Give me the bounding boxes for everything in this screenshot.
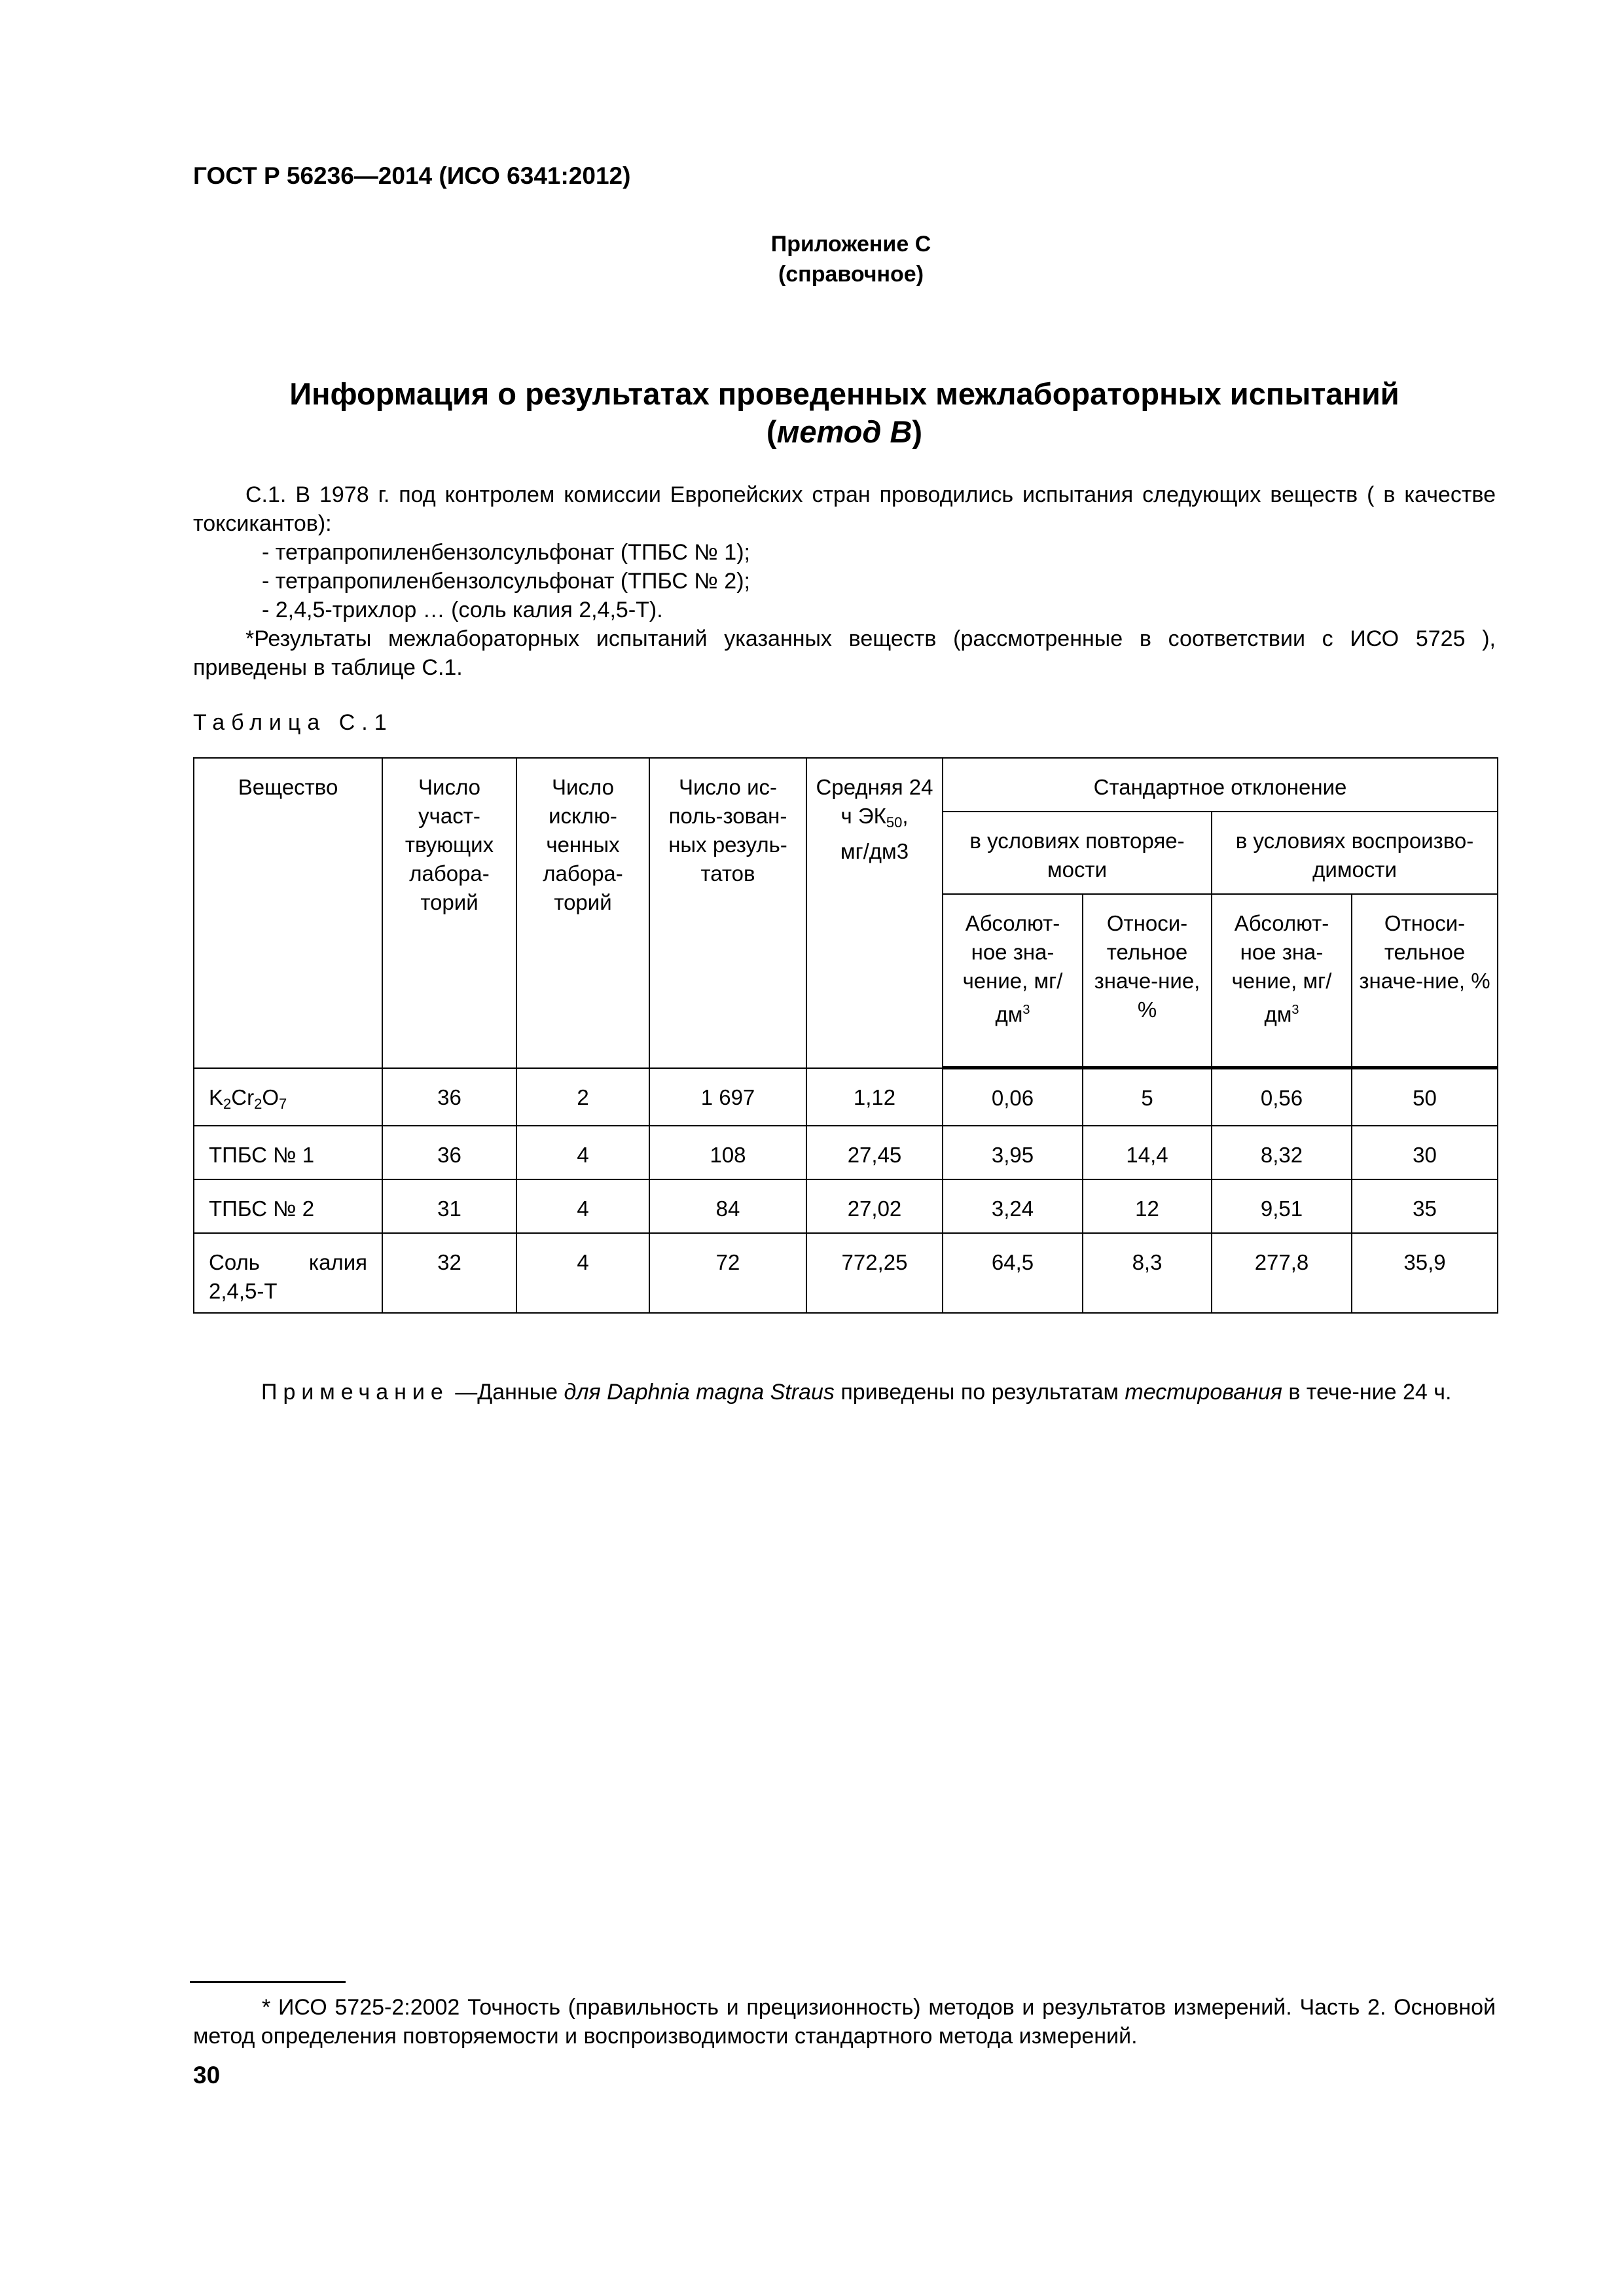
header-excluded: Число исклю-ченных лабора-торий <box>516 758 649 1068</box>
cell-substance: Соль калия 2,4,5-Т <box>194 1233 382 1313</box>
footnote-marker: * <box>245 626 255 651</box>
note-label: Примечание <box>261 1380 449 1405</box>
cell-repro-rel: 50 <box>1352 1068 1498 1126</box>
cell-rep-rel: 14,4 <box>1083 1126 1212 1179</box>
results-table <box>193 757 1498 1314</box>
cell-repro-abs: 0,56 <box>1212 1068 1352 1126</box>
appendix-label: Приложение С <box>770 232 931 257</box>
header-mean: Средняя 24 ч $ЭК_{50}$, мг/дм3 <box>806 758 943 1068</box>
cell-rep-abs: 0,06 <box>943 1068 1083 1126</box>
cell-mean: 27,02 <box>806 1179 943 1233</box>
table-caption: Таблица С.1 <box>193 710 393 735</box>
cell-excluded: 4 <box>516 1233 649 1313</box>
header-participating: Число участ-твующих лабора-торий <box>382 758 516 1068</box>
title-line1: Информация о результатах проведенных межлабораторных испытаний <box>289 376 1399 411</box>
cell-repro-abs: 277,8 <box>1212 1233 1352 1313</box>
table-note: Примечание —Данные для Daphnia magna Straus приведены по результатам тестирования в тече-ние 24 ч. <box>261 1380 1452 1405</box>
cell-excluded: 4 <box>516 1126 649 1179</box>
header-used-results: Число ис-поль-зован-ных резуль-татов <box>649 758 806 1068</box>
cell-participating: 31 <box>382 1179 516 1233</box>
list-item: - тетрапропиленбензолсульфонат (ТПБС № 1); <box>262 540 750 565</box>
header-repeatability: в условиях повторяе-мости <box>943 812 1212 894</box>
cell-repro-abs: 8,32 <box>1212 1126 1352 1179</box>
table-row <box>194 1068 1498 1126</box>
cell-repro-rel: 35 <box>1352 1179 1498 1233</box>
cell-rep-rel: 12 <box>1083 1179 1212 1233</box>
appendix-heading <box>0 229 1624 289</box>
page-number: 30 <box>193 2062 221 2089</box>
cell-used: 72 <box>649 1233 806 1313</box>
cell-substance: $K_2Cr_2O_7$ <box>194 1068 382 1126</box>
table-row <box>194 1126 1498 1179</box>
cell-mean: 1,12 <box>806 1068 943 1126</box>
cell-repro-rel: 30 <box>1352 1126 1498 1179</box>
intro-paragraph: С.1. В 1978 г. под контролем комиссии Европейских стран проводились испытания следующих веществ ( в качестве токсикантов): <box>193 482 1496 536</box>
cell-participating: 32 <box>382 1233 516 1313</box>
header-repro-abs: Абсолют-ное зна-чение, $мг/дм^3$ <box>1212 894 1352 1068</box>
title-method: метод В <box>776 414 912 449</box>
cell-rep-abs: 3,24 <box>943 1179 1083 1233</box>
cell-used: 108 <box>649 1126 806 1179</box>
header-substance: Вещество <box>194 758 382 1068</box>
cell-mean: 772,25 <box>806 1233 943 1313</box>
document-header: ГОСТ Р 56236—2014 (ИСО 6341:2012) <box>193 162 631 189</box>
cell-used: 1 697 <box>649 1068 806 1126</box>
cell-rep-abs: 64,5 <box>943 1233 1083 1313</box>
cell-substance: ТПБС № 2 <box>194 1179 382 1233</box>
cell-mean: 27,45 <box>806 1126 943 1179</box>
cell-used: 84 <box>649 1179 806 1233</box>
title-line2: (метод В) <box>766 414 923 449</box>
results-paragraph <box>193 624 1496 682</box>
cell-excluded: 2 <box>516 1068 649 1126</box>
cell-participating: 36 <box>382 1126 516 1179</box>
cell-repro-rel: 35,9 <box>1352 1233 1498 1313</box>
cell-repro-abs: 9,51 <box>1212 1179 1352 1233</box>
header-rep-rel: Относи-тельное значе-ние, % <box>1083 894 1212 1068</box>
footnote: * ИСО 5725-2:2002 Точность (правильность и прецизионность) методов и результатов измерений. Часть 2. Основной метод определения повторяемости и воспроизводимости стандартного метода измерений. <box>193 1995 1496 2049</box>
cell-rep-rel: 5 <box>1083 1068 1212 1126</box>
cell-rep-abs: 3,95 <box>943 1126 1083 1179</box>
header-repro-rel: Относи-тельное значе-ние, % <box>1352 894 1498 1068</box>
body-text <box>193 480 1496 682</box>
results-sentence: Результаты межлабораторных испытаний указанных веществ (рассмотренные в соответствии с ИСО 5725 ), приведены в таблице С.1. <box>193 626 1496 680</box>
table-row <box>194 1233 1498 1313</box>
cell-rep-rel: 8,3 <box>1083 1233 1212 1313</box>
header-rep-abs: Абсолют-ное зна-чение, $мг/дм^3$ <box>943 894 1083 1068</box>
list-item: - 2,4,5-трихлор … (соль калия 2,4,5-Т). <box>262 598 663 622</box>
table-row <box>194 1179 1498 1233</box>
appendix-status: (справочное) <box>778 262 924 287</box>
header-std-dev: Стандартное отклонение <box>943 758 1498 812</box>
cell-excluded: 4 <box>516 1179 649 1233</box>
cell-substance: ТПБС № 1 <box>194 1126 382 1179</box>
footnote-rule <box>190 1981 346 1983</box>
cell-participating: 36 <box>382 1068 516 1126</box>
section-title <box>190 375 1499 451</box>
list-item: - тетрапропиленбензолсульфонат (ТПБС № 2); <box>262 569 750 594</box>
header-reproducibility: в условиях воспроизво-димости <box>1212 812 1498 894</box>
